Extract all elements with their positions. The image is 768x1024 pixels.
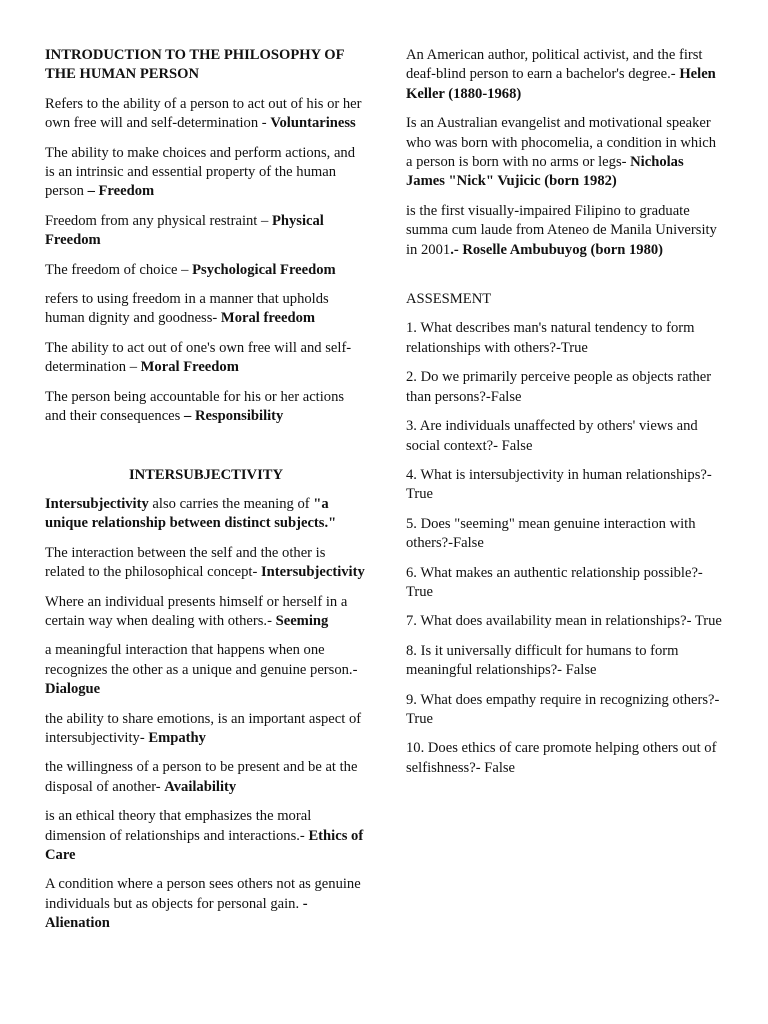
- definition-term: Dialogue: [45, 681, 101, 698]
- definition-term: – Responsibility: [184, 408, 284, 425]
- definition-text: The interaction between the self and the other is related to the philosophical concept-: [45, 544, 326, 581]
- definition-responsibility: [45, 388, 367, 427]
- definition-term: Availability: [164, 778, 237, 795]
- assessment-question-8: 8. Is it universally difficult for humans to form meaningful relationships?- False: [406, 642, 679, 679]
- spacer: [406, 270, 726, 290]
- definition-seeming: [45, 593, 367, 632]
- definition-term: Voluntariness: [270, 115, 356, 132]
- definition-term: Seeming: [275, 612, 329, 629]
- person-roselle-ambubuyog: [406, 202, 726, 260]
- document-title: INTRODUCTION TO THE PHILOSOPHY OF THE HUMAN PERSON: [45, 47, 344, 83]
- section-heading-intersubjectivity: INTERSUBJECTIVITY: [128, 466, 284, 483]
- definition-ethics-of-care: [45, 807, 367, 865]
- definition-term: - Alienation: [45, 895, 308, 932]
- intersubjectivity-intro: [45, 495, 367, 534]
- definition-text: The ability to act out of one's own free will and self-determination –: [45, 339, 352, 376]
- definition-intersubjectivity: [45, 544, 367, 583]
- definition-moral-freedom-2: [45, 339, 367, 378]
- assessment-question-6: 6. What makes an authentic relationship possible?- True: [406, 564, 703, 600]
- definition-term: Empathy: [148, 729, 206, 746]
- intro-quote: "a unique relationship between distinct subjects.": [45, 495, 337, 532]
- definition-empathy: [45, 710, 367, 749]
- definition-term: Psychological Freedom: [192, 261, 336, 278]
- right-column: [406, 46, 726, 788]
- definition-term: Moral freedom: [220, 310, 316, 327]
- definition-dialogue: [45, 641, 367, 699]
- assessment-heading: ASSESMENT: [406, 291, 492, 308]
- definition-text: is an ethical theory that emphasizes the moral dimension of relationships and interactions.-: [45, 808, 312, 844]
- assessment-question-2: 2. Do we primarily perceive people as objects rather than persons?-False: [406, 369, 712, 405]
- person-name: Nicholas James "Nick" Vujicic (born 1982): [406, 154, 684, 190]
- person-name: .- Roselle Ambubuyog (born 1980): [450, 241, 664, 258]
- definition-text: The ability to make choices and perform actions, and is an intrinsic and essential property of the human person: [45, 144, 356, 200]
- definition-term: Intersubjectivity: [261, 564, 365, 581]
- person-description: An American author, political activist, and the first deaf-blind person to earn a bachelor's degree.-: [406, 47, 703, 83]
- assessment-question-9: 9. What does empathy require in recognizing others?- True: [406, 691, 720, 727]
- definition-psychological-freedom: [45, 261, 367, 280]
- intro-term: Intersubjectivity: [45, 495, 149, 512]
- person-description: is the first visually-impaired Filipino to graduate summa cum laude from Ateneo de Manila University in 2001: [406, 202, 717, 258]
- assessment-question-5: 5. Does "seeming" mean genuine interaction with others?-False: [406, 515, 696, 552]
- definition-moral-freedom-1: [45, 290, 367, 329]
- definition-term: – Freedom: [87, 183, 155, 200]
- definition-availability: [45, 758, 367, 797]
- definition-alienation: [45, 875, 367, 933]
- definition-text: The freedom of choice –: [45, 261, 193, 278]
- definition-physical-freedom: [45, 212, 367, 251]
- assessment-question-1: 1. What describes man's natural tendency to form relationships with others?-True: [406, 320, 695, 356]
- assessment-question-4: 4. What is intersubjectivity in human relationships?- True: [406, 466, 712, 503]
- person-name: Helen Keller (1880-1968): [406, 66, 716, 102]
- spacer: [45, 437, 367, 466]
- definition-voluntariness: [45, 95, 367, 134]
- definition-text: A condition where a person sees others not as genuine individuals but as objects for personal gain.: [45, 876, 361, 912]
- person-nick-vujicic: [406, 114, 726, 192]
- assessment-question-7: 7. What does availability mean in relationships?- True: [406, 613, 722, 630]
- definition-text: a meaningful interaction that happens when one recognizes the other as a unique and genuine person.-: [45, 642, 358, 678]
- intro-text: also carries the meaning of: [148, 495, 314, 512]
- definition-text: Freedom from any physical restraint –: [45, 212, 272, 229]
- assessment-question-10: 10. Does ethics of care promote helping others out of selfishness?- False: [406, 740, 717, 776]
- definition-freedom: [45, 144, 367, 202]
- definition-text: the ability to share emotions, is an important aspect of intersubjectivity-: [45, 710, 362, 746]
- definition-term: Moral Freedom: [140, 359, 239, 376]
- definition-term: Physical Freedom: [45, 212, 324, 249]
- person-description: Is an Australian evangelist and motivational speaker who was born with phocomelia, a condition in which a person is born with no arms or legs-: [406, 115, 717, 171]
- definition-text: The person being accountable for his or her actions and their consequences: [45, 388, 345, 425]
- assessment-question-3: 3. Are individuals unaffected by others' views and social context?- False: [406, 418, 698, 454]
- definition-text: the willingness of a person to be present and be at the disposal of another-: [45, 759, 358, 795]
- definition-text: Where an individual presents himself or herself in a certain way when dealing with others.-: [45, 593, 348, 629]
- person-helen-keller: [406, 46, 726, 104]
- definition-text: refers to using freedom in a manner that upholds human dignity and goodness-: [45, 291, 329, 327]
- left-column: [45, 46, 367, 944]
- definition-text: Refers to the ability of a person to act out of his or her own free will and self-determination -: [45, 95, 362, 132]
- definition-term: Ethics of Care: [45, 827, 364, 863]
